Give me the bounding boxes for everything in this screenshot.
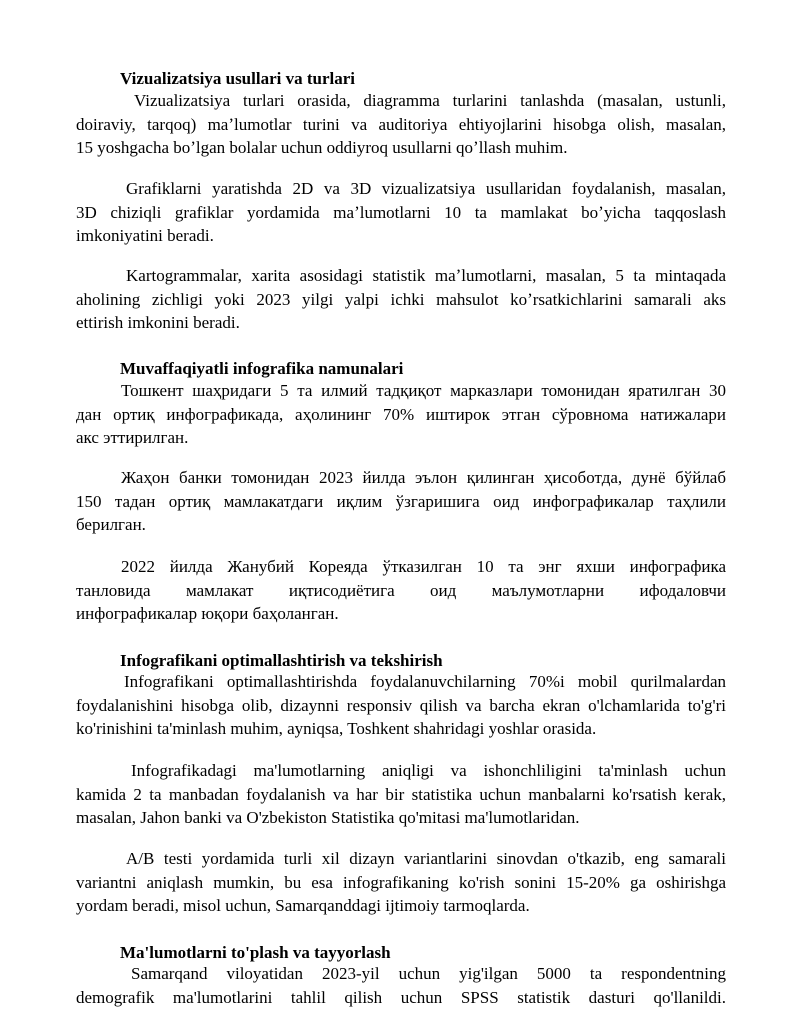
section-heading: Ma'lumotlarni to'plash va tayyorlash (120, 943, 391, 962)
paragraph (76, 264, 726, 335)
paragraph-line: Тошкент шаҳридаги 5 та илмий тадқиқот марказлари томонидан яратилган 30 (121, 381, 726, 400)
paragraph-line: Samarqand viloyatidan 2023-yil uchun yig'ilgan 5000 ta respondentning (131, 964, 726, 983)
paragraph-line: ko'rinishini ta'minlash muhim, ayniqsa, Toshkent shahridagi yoshlar orasida. (76, 719, 597, 738)
paragraph-line: yordam beradi, misol uchun, Samarqanddagi ijtimoiy tarmoqlarda. (76, 896, 530, 915)
section-heading: Muvaffaqiyatli infografika namunalari (120, 359, 404, 378)
paragraph-line: doiraviy, tarqoq) maʼlumotlar turini va auditoriya ehtiyojlarini hisobga olish, masalan, (76, 114, 726, 134)
paragraph-line: 15 yoshgacha boʼlgan bolalar uchun oddiyroq usullarni qoʼllash muhim. (76, 138, 568, 157)
paragraph-line: ettirish imkonini beradi. (76, 313, 240, 332)
paragraph-line: Infografikani optimallashtirishda foydalanuvchilarning 70%i mobil qurilmalardan (124, 672, 726, 691)
paragraph (76, 962, 726, 1009)
section-heading: Infografikani optimallashtirish va tekshirish (120, 651, 443, 670)
paragraph-line: A/B testi yordamida turli xil dizayn variantlarini sinovdan o'tkazib, eng samarali (126, 849, 726, 868)
paragraph (76, 670, 726, 741)
paragraph (76, 847, 726, 918)
paragraph-line: берилган. (76, 515, 146, 534)
paragraph-line: masalan, Jahon banki va O'zbekiston Statistika qo'mitasi ma'lumotlaridan. (76, 808, 580, 827)
paragraph (76, 466, 726, 537)
paragraph-line: 150 тадан ортиқ мамлакатдаги иқлим ўзгаришига оид инфографикалар таҳлили (76, 491, 726, 511)
paragraph-line: Kartogrammalar, xarita asosidagi statistik maʼlumotlarni, masalan, 5 ta mintaqada (126, 266, 726, 285)
paragraph-line: Vizualizatsiya turlari orasida, diagramma turlarini tanlashda (masalan, ustunli, (134, 91, 726, 110)
paragraph-line: demografik ma'lumotlarini tahlil qilish uchun SPSS statistik dasturi qo'llanildi. (76, 987, 726, 1007)
paragraph-line: акс эттирилган. (76, 428, 189, 447)
paragraph-line: Grafiklarni yaratishda 2D va 3D vizualizatsiya usullaridan foydalanish, masalan, (126, 179, 726, 198)
paragraph-line: imkoniyatini beradi. (76, 226, 214, 245)
section-heading: Vizualizatsiya usullari va turlari (120, 69, 356, 88)
paragraph (76, 89, 726, 160)
paragraph-line: Жаҳон банки томонидан 2023 йилда эълон қилинган ҳисоботда, дунё бўйлаб (121, 468, 726, 487)
paragraph (76, 379, 726, 450)
paragraph-line: variantni aniqlash mumkin, bu esa infografikaning ko'rish sonini 15-20% ga oshirishga (76, 872, 726, 892)
paragraph-line: 3D chiziqli grafiklar yordamida maʼlumotlarni 10 ta mamlakat boʼyicha taqqoslash (76, 202, 726, 222)
paragraph-line: танловида мамлакат иқтисодиётига оид маълумотларни ифодаловчи (76, 580, 726, 600)
paragraph-line: aholining zichligi yoki 2023 yilgi yalpi ichki mahsulot koʼrsatkichlarini samarali aks (76, 289, 726, 309)
paragraph-line: 2022 йилда Жанубий Кореяда ўтказилган 10 та энг яхши инфографика (121, 557, 726, 576)
paragraph-line: Infografikadagi ma'lumotlarning aniqligi va ishonchliligini ta'minlash uchun (131, 761, 726, 780)
paragraph (76, 555, 726, 626)
paragraph (76, 177, 726, 248)
paragraph-line: kamida 2 ta manbadan foydalanish va har bir statistika uchun manbalarni ko'rsatish kerak, (76, 784, 726, 804)
paragraph-line: инфографикалар юқори баҳоланган. (76, 604, 339, 623)
paragraph-line: дан ортиқ инфографикада, аҳолининг 70% иштирок этган сўровнома натижалари (76, 404, 726, 424)
paragraph (76, 759, 726, 830)
paragraph-line: foydalanishini hisobga olib, dizaynni responsiv qilish va barcha ekran o'lchamlarida to'g'ri (76, 695, 726, 715)
